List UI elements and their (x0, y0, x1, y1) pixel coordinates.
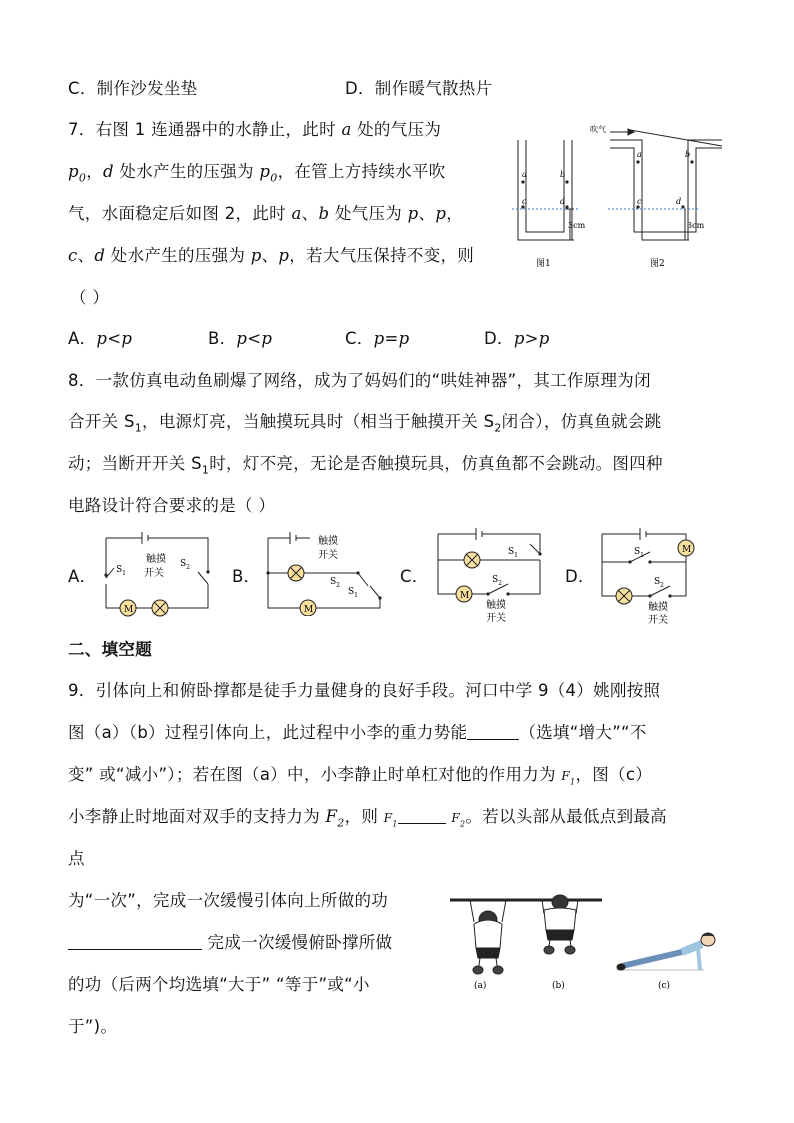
q7-line-4: c、d 处水产生的压强为 p、p，若大气压保持不变，则 (68, 246, 475, 265)
q9-line-3: 变” 或“减小”）；若在图（a）中，小李静止时单杠对他的作用力为 $F_1$，图（c） (68, 765, 653, 787)
q7-height-label-2: 3cm (687, 221, 705, 230)
svg-text:开关: 开关 (648, 615, 668, 624)
q9-line-9: 于”)。 (68, 1017, 118, 1036)
svg-text:开关: 开关 (144, 568, 164, 579)
q7-point-d-fig2 (681, 205, 684, 208)
motor-icon (456, 586, 472, 602)
q7-option-d: D．p>p (484, 329, 550, 348)
q7-point-b-fig1 (565, 180, 568, 183)
svg-text:触摸: 触摸 (648, 602, 668, 613)
q8-line-2: 合开关 $S_1$，电源灯亮，当触摸玩具时（相当于触摸开关 $S_2$闭合），仿真鱼就会跳 (68, 412, 662, 435)
svg-text:触摸: 触摸 (486, 600, 506, 611)
q7-label-c1: c (522, 197, 527, 206)
switch-s2 (198, 572, 208, 584)
q8-circuit-c (432, 524, 548, 624)
q7-label-b1: b (560, 170, 566, 179)
q8-line-1: 8．一款仿真电动鱼刷爆了网络，成为了妈妈们的“哄娃神器”，其工作原理为闭 (68, 371, 651, 390)
switch-s1 (106, 568, 114, 578)
q7-label-a1: a (522, 170, 527, 179)
q9-line-2: 图（a）（b）过程引体向上，此过程中小李的重力势能 （选填“增大”“不 (68, 723, 647, 742)
q7-blow-label: 吹气 (590, 125, 606, 134)
q7-point-d-fig1 (565, 205, 568, 208)
svg-text:M: M (124, 605, 134, 615)
q9-blank-1[interactable] (467, 723, 519, 740)
q7-height-label-1: 3cm (568, 221, 586, 230)
svg-text:触摸: 触摸 (146, 554, 166, 565)
q7-point-b-fig2 (690, 160, 693, 163)
q7-option-c: C．p=p (345, 329, 410, 348)
q9-exercise-figure (446, 894, 722, 994)
lamp-icon (616, 588, 632, 604)
svg-text:M: M (682, 545, 692, 555)
q8-label-d: D． (565, 567, 595, 586)
motor-icon (120, 600, 136, 616)
svg-text:S2: $S_2$ (654, 577, 664, 589)
q7-figure-2 (608, 130, 722, 240)
q7-caption-fig2: 图2 (650, 259, 665, 269)
q7-connected-vessel-figure (510, 118, 734, 278)
lamp-icon (152, 600, 168, 616)
fig-label-c: (c) (658, 981, 671, 991)
motor-icon (678, 540, 694, 556)
q9-blank-2[interactable] (398, 807, 446, 824)
q8-circuit-a (100, 528, 220, 624)
q7-option-b: B．p<p (208, 329, 273, 348)
svg-text:S1: $S_1$ (348, 587, 358, 599)
pullup-a-illustration (450, 900, 528, 974)
q7-label-d2: d (676, 197, 682, 206)
svg-text:触摸: 触摸 (318, 536, 338, 547)
q8-label-c: C． (400, 567, 429, 586)
section-title-fill-blank: 二、填空题 (68, 640, 152, 659)
q8-circuit-d (596, 524, 712, 624)
q8-line-4: 电路设计符合要求的是（ ） (68, 496, 276, 515)
q6-option-c: C．制作沙发坐垫 (68, 79, 198, 98)
q9-line-5: 点 (68, 849, 85, 868)
q6-option-d: D．制作暖气散热片 (345, 79, 493, 98)
q7-line-2: $p_0$，d 处水产生的压强为 $p_0$，在管上方持续水平吹 (68, 162, 446, 185)
q7-point-a-fig1 (521, 180, 524, 183)
lamp-icon (464, 552, 480, 568)
svg-text:S1: $S_1$ (634, 547, 644, 559)
svg-text:S2: $S_2$ (492, 575, 502, 587)
q8-label-a: A． (68, 567, 97, 586)
svg-text:S1: $S_1$ (508, 547, 518, 559)
q7-line-1: 7．右图 1 连通器中的水静止，此时 a 处的气压为 (68, 120, 442, 139)
svg-text:M: M (460, 591, 470, 601)
q9-line-6: 为“一次”，完成一次缓慢引体向上所做的功 (68, 891, 389, 910)
q7-blow-arrow (610, 129, 634, 135)
motor-icon (300, 600, 316, 616)
svg-text:M: M (304, 605, 314, 615)
pushup-c-illustration (616, 933, 715, 970)
svg-text:开关: 开关 (318, 550, 338, 561)
q7-label-d1: d (560, 197, 566, 206)
pullup-b-illustration (522, 895, 602, 954)
fig-label-a: (a) (474, 981, 487, 991)
svg-text:开关: 开关 (486, 613, 506, 624)
svg-text:S1: $S_1$ (116, 565, 126, 577)
q7-label-a2: a (637, 150, 642, 159)
q7-caption-fig1: 图1 (536, 259, 551, 269)
q7-point-a-fig2 (636, 160, 639, 163)
q8-circuit-b (262, 530, 392, 616)
lamp-icon (288, 565, 304, 581)
q9-line-8: 的功（后两个均选填“大于” “等于”或“小 (68, 975, 370, 994)
fig-label-b: (b) (552, 981, 565, 991)
q9-blank-3[interactable] (68, 933, 202, 950)
q8-label-b: B． (232, 567, 261, 586)
q7-line-3: 气，水面稳定后如图 2，此时 a、b 处气压为 p、p， (68, 204, 463, 223)
q9-line-4: 小李静止时地面对双手的支持力为 $F_2$，则 $F_1$ $F_2$。若以头部从最低点到最高 (68, 807, 667, 830)
svg-text:S2: $S_2$ (330, 577, 340, 589)
q7-options: A．p<p (68, 329, 133, 348)
svg-text:S2: $S_2$ (180, 559, 190, 571)
q9-line-7: 完成一次缓慢俯卧撑所做 (68, 932, 392, 954)
q7-label-b2: b (685, 150, 691, 159)
q7-answer-paren: （ ） (70, 288, 110, 307)
q7-label-c2: c (637, 197, 642, 206)
q8-line-3: 动；当断开开关 $S_1$时，灯不亮，无论是否触摸玩具，仿真鱼都不会跳动。图四种 (68, 454, 663, 477)
q9-line-1: 9．引体向上和俯卧撑都是徒手力量健身的良好手段。河口中学 9（4）姚刚按照 (68, 681, 661, 700)
